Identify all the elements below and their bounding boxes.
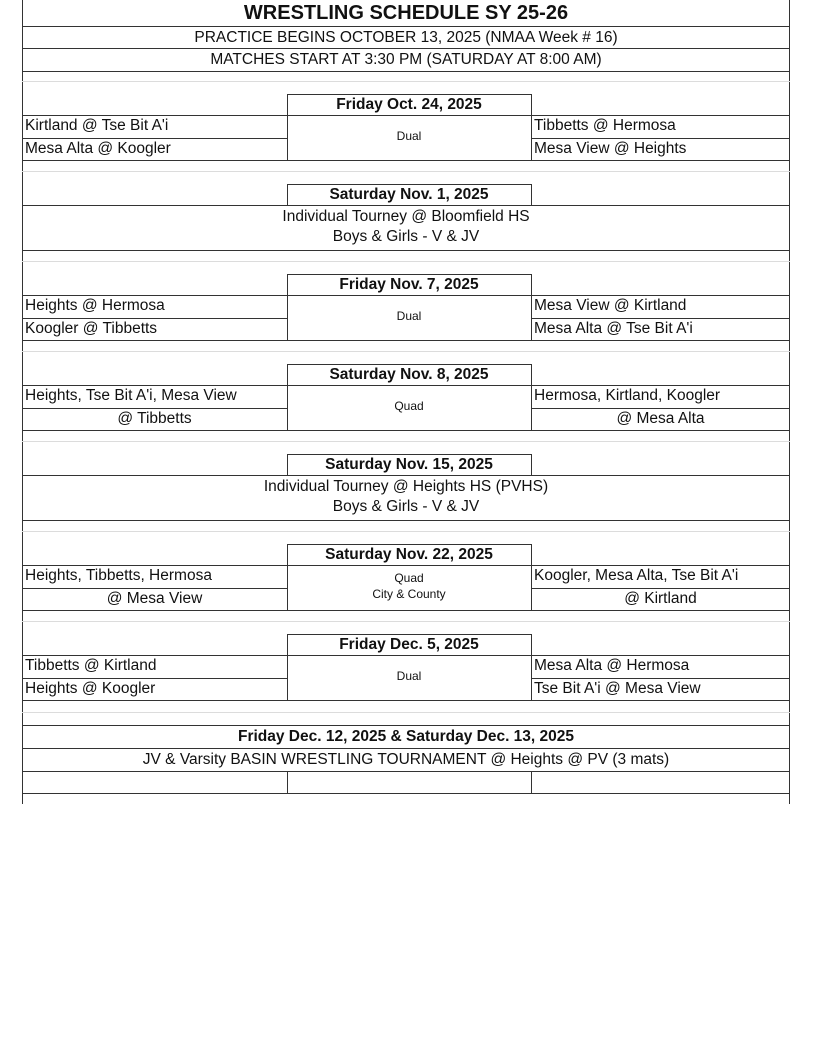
matchup-right: Mesa View @ Heights	[534, 140, 687, 157]
divider	[22, 430, 790, 431]
gridline	[22, 441, 790, 442]
divider	[22, 318, 287, 319]
divider	[287, 634, 532, 635]
event-type-detail: City & County	[372, 587, 446, 601]
divider	[22, 205, 790, 206]
column-divider	[531, 274, 532, 295]
divider	[287, 274, 532, 275]
event-date: Saturday Nov. 15, 2025	[325, 456, 493, 473]
event-description-line: Boys & Girls - V & JV	[332, 228, 480, 245]
column-divider	[531, 454, 532, 475]
divider	[22, 748, 790, 749]
gridline	[22, 261, 790, 262]
divider	[531, 678, 790, 679]
matchup-left: Heights @ Hermosa	[25, 297, 165, 314]
matchup-right: @ Kirtland	[624, 590, 697, 607]
divider	[22, 771, 790, 772]
matchup-right: Tse Bit A'i @ Mesa View	[534, 680, 701, 697]
divider	[287, 544, 532, 545]
event-date: Saturday Nov. 1, 2025	[329, 186, 489, 203]
matchup-left: @ Mesa View	[106, 590, 203, 607]
divider	[22, 340, 790, 341]
matchup-right: Mesa Alta @ Tse Bit A'i	[534, 320, 693, 337]
column-divider	[531, 634, 532, 655]
event-description-line: Individual Tourney @ Bloomfield HS	[282, 208, 530, 225]
divider	[22, 565, 790, 566]
divider	[531, 588, 790, 589]
matchup-left: Koogler @ Tibbetts	[25, 320, 158, 337]
divider	[22, 48, 790, 49]
final-event-description: JV & Varsity BASIN WRESTLING TOURNAMENT @ Heights @ PV (3 mats)	[142, 751, 670, 768]
matchup-right: Mesa Alta @ Hermosa	[534, 657, 690, 674]
sheet-left-border	[22, 0, 23, 804]
gridline	[22, 351, 790, 352]
sheet-right-border	[789, 0, 790, 804]
event-date: Friday Dec. 5, 2025	[339, 636, 479, 653]
page-title: WRESTLING SCHEDULE SY 25-26	[243, 2, 569, 24]
event-type: Quad	[394, 399, 424, 413]
divider	[531, 408, 790, 409]
gridline	[22, 712, 790, 713]
event-type: Dual	[396, 129, 422, 143]
event-date: Saturday Nov. 22, 2025	[325, 546, 493, 563]
divider	[22, 115, 790, 116]
matchup-left: Tibbetts @ Kirtland	[25, 657, 157, 674]
gridline	[22, 621, 790, 622]
matchup-right: Koogler, Mesa Alta, Tse Bit A'i	[534, 567, 739, 584]
divider	[22, 26, 790, 27]
event-type: Dual	[396, 669, 422, 683]
column-divider	[531, 364, 532, 385]
gridline	[22, 81, 790, 82]
divider	[531, 318, 790, 319]
divider	[22, 588, 287, 589]
matchup-right: Mesa View @ Kirtland	[534, 297, 687, 314]
divider	[287, 454, 532, 455]
gridline	[22, 531, 790, 532]
matchup-right: Tibbetts @ Hermosa	[534, 117, 676, 134]
column-divider	[531, 94, 532, 115]
divider	[22, 71, 790, 72]
schedule-sheet	[22, 0, 790, 804]
practice-start-line: PRACTICE BEGINS OCTOBER 13, 2025 (NMAA Week # 16)	[194, 29, 618, 46]
match-time-line: MATCHES START AT 3:30 PM (SATURDAY AT 8:00 AM)	[210, 51, 602, 68]
divider	[22, 250, 790, 251]
divider	[531, 138, 790, 139]
event-date: Saturday Nov. 8, 2025	[329, 366, 489, 383]
divider	[287, 364, 532, 365]
matchup-right: @ Mesa Alta	[616, 410, 705, 427]
divider	[22, 475, 790, 476]
final-event-date: Friday Dec. 12, 2025 & Saturday Dec. 13, 2025	[237, 728, 575, 745]
matchup-left: Kirtland @ Tse Bit A'i	[25, 117, 169, 134]
divider	[22, 408, 287, 409]
matchup-left: Heights @ Koogler	[25, 680, 156, 697]
event-description-line: Individual Tourney @ Heights HS (PVHS)	[263, 478, 549, 495]
matchup-left: Mesa Alta @ Koogler	[25, 140, 171, 157]
gridline	[22, 171, 790, 172]
event-date: Friday Oct. 24, 2025	[336, 96, 482, 113]
divider	[287, 184, 532, 185]
matchup-left: @ Tibbetts	[117, 410, 192, 427]
column-divider	[531, 544, 532, 565]
divider	[22, 385, 790, 386]
divider	[22, 295, 790, 296]
event-date: Friday Nov. 7, 2025	[339, 276, 479, 293]
matchup-left: Heights, Tse Bit A'i, Mesa View	[25, 387, 237, 404]
divider	[22, 793, 790, 794]
divider	[22, 520, 790, 521]
divider	[22, 655, 790, 656]
matchup-left: Heights, Tibbetts, Hermosa	[25, 567, 212, 584]
divider	[22, 138, 287, 139]
event-type: Dual	[396, 309, 422, 323]
divider	[22, 160, 790, 161]
column-divider	[531, 184, 532, 205]
divider	[287, 94, 532, 95]
matchup-right: Hermosa, Kirtland, Koogler	[534, 387, 721, 404]
event-type: Quad	[394, 571, 424, 585]
divider	[22, 678, 287, 679]
divider	[22, 700, 790, 701]
event-description-line: Boys & Girls - V & JV	[332, 498, 480, 515]
column-divider	[531, 771, 532, 793]
column-divider	[287, 771, 288, 793]
divider	[22, 610, 790, 611]
divider	[22, 725, 790, 726]
